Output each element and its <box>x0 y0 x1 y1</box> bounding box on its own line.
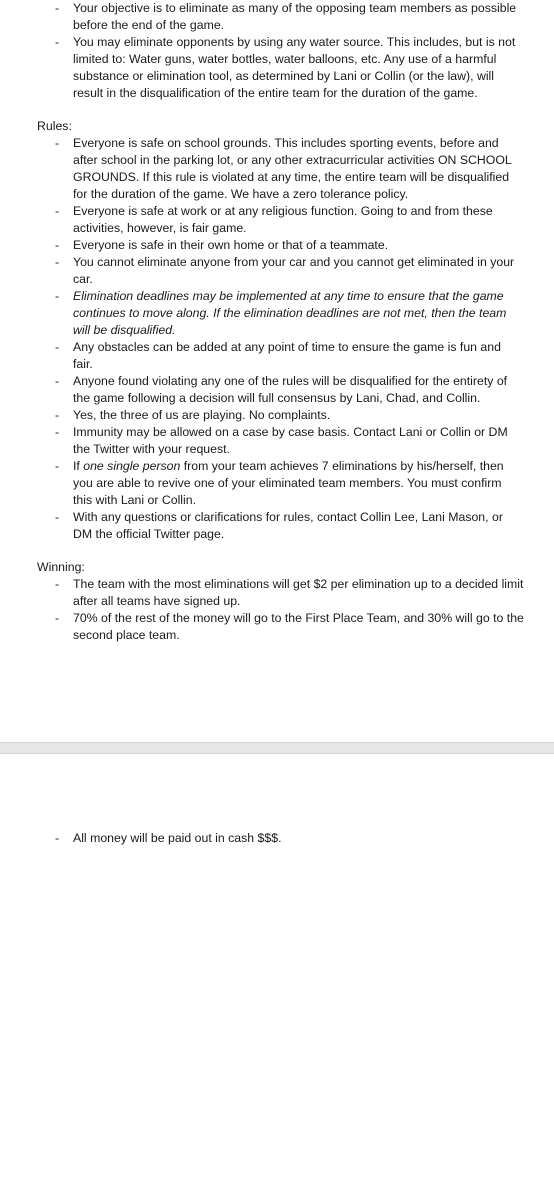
list-item-text: You cannot eliminate anyone from your car and you cannot get eliminated in your car. <box>73 255 515 286</box>
bullet-dash: - <box>55 204 60 218</box>
list-item <box>0 610 554 644</box>
list-item <box>0 288 554 339</box>
rules-list <box>0 135 554 543</box>
bullet-dash: - <box>55 1 60 15</box>
bullet-dash: - <box>55 831 60 845</box>
list-item <box>0 458 554 509</box>
list-item-text: Everyone is safe in their own home or that of a teammate. <box>73 238 389 252</box>
list-item-rest: from your team achieves 7 eliminations by his/herself, then you are able to revive one of your eliminated team members. You must confirm this with Lani or Collin. <box>73 459 504 507</box>
list-item-text: Elimination deadlines may be implemented at any time to ensure that the game continues to move along. If the elimination deadlines are not met, then the team will be disqualified. <box>73 289 507 337</box>
list-item-text: Your objective is to eliminate as many of the opposing team members as possible before the end of the game. <box>73 1 517 32</box>
list-item-text: Immunity may be allowed on a case by case basis. Contact Lani or Collin or DM the Twitter with your request. <box>73 425 508 456</box>
winning-heading: Winning: <box>37 560 85 574</box>
list-item-text: All money will be paid out in cash $$$. <box>73 831 282 845</box>
list-item-text: Everyone is safe on school grounds. This includes sporting events, before and after school in the parking lot, or any other extracurricular activities ON SCHOOL GROUNDS. If this rule is violated at any time, the entire team will be disqualified for the duration of the game. We have a zero tolerance policy. <box>73 136 512 201</box>
list-item <box>0 203 554 237</box>
list-item-text: With any questions or clarifications for rules, contact Collin Lee, Lani Mason, or DM the official Twitter page. <box>73 510 503 541</box>
bullet-dash: - <box>55 136 60 150</box>
document-page-2 <box>0 754 554 1200</box>
list-item <box>0 509 554 543</box>
list-item-text: Yes, the three of us are playing. No complaints. <box>73 408 331 422</box>
bullet-dash: - <box>55 255 60 269</box>
bullet-dash: - <box>55 408 60 422</box>
list-item <box>0 373 554 407</box>
list-item-text: 70% of the rest of the money will go to the First Place Team, and 30% will go to the second place team. <box>73 611 524 642</box>
bullet-dash: - <box>55 459 60 473</box>
list-item <box>0 424 554 458</box>
list-item-text: The team with the most eliminations will get $2 per elimination up to a decided limit after all teams have signed up. <box>73 577 524 608</box>
bullet-dash: - <box>55 577 60 591</box>
bullet-dash: - <box>55 35 60 49</box>
winning-list <box>0 576 554 644</box>
list-item-text: You may eliminate opponents by using any water source. This includes, but is not limited to: Water guns, water bottles, water balloons, etc. Any use of a harmful substance or elimination tool, as determined by Lani or Collin (or the law), will result in the disqualification of the entire team for the duration of the game. <box>73 35 516 100</box>
list-item-text <box>73 459 504 507</box>
list-item-text: Anyone found violating any one of the rules will be disqualified for the entirety of the game following a decision will full consensus by Lani, Chad, and Collin. <box>73 374 508 405</box>
bullet-dash: - <box>55 238 60 252</box>
list-item <box>0 254 554 288</box>
bullet-dash: - <box>55 510 60 524</box>
bullet-dash: - <box>55 374 60 388</box>
list-item <box>0 339 554 373</box>
payout-list <box>0 830 554 847</box>
bullet-dash: - <box>55 611 60 625</box>
list-item <box>0 237 554 254</box>
list-item <box>0 0 554 34</box>
page-break <box>0 742 554 754</box>
list-item <box>0 407 554 424</box>
list-item-text: Any obstacles can be added at any point of time to ensure the game is fun and fair. <box>73 340 501 371</box>
list-item <box>0 34 554 102</box>
bullet-dash: - <box>55 425 60 439</box>
list-item <box>0 830 554 847</box>
bullet-dash: - <box>55 340 60 354</box>
list-item-emphasis: one single person <box>83 459 181 473</box>
intro-list <box>0 0 554 102</box>
list-item-text: Everyone is safe at work or at any religious function. Going to and from these activities, however, is fair game. <box>73 204 493 235</box>
list-item <box>0 135 554 203</box>
bullet-dash: - <box>55 289 60 303</box>
rules-heading: Rules: <box>37 119 72 133</box>
list-item-lead: If <box>73 459 84 473</box>
list-item <box>0 576 554 610</box>
